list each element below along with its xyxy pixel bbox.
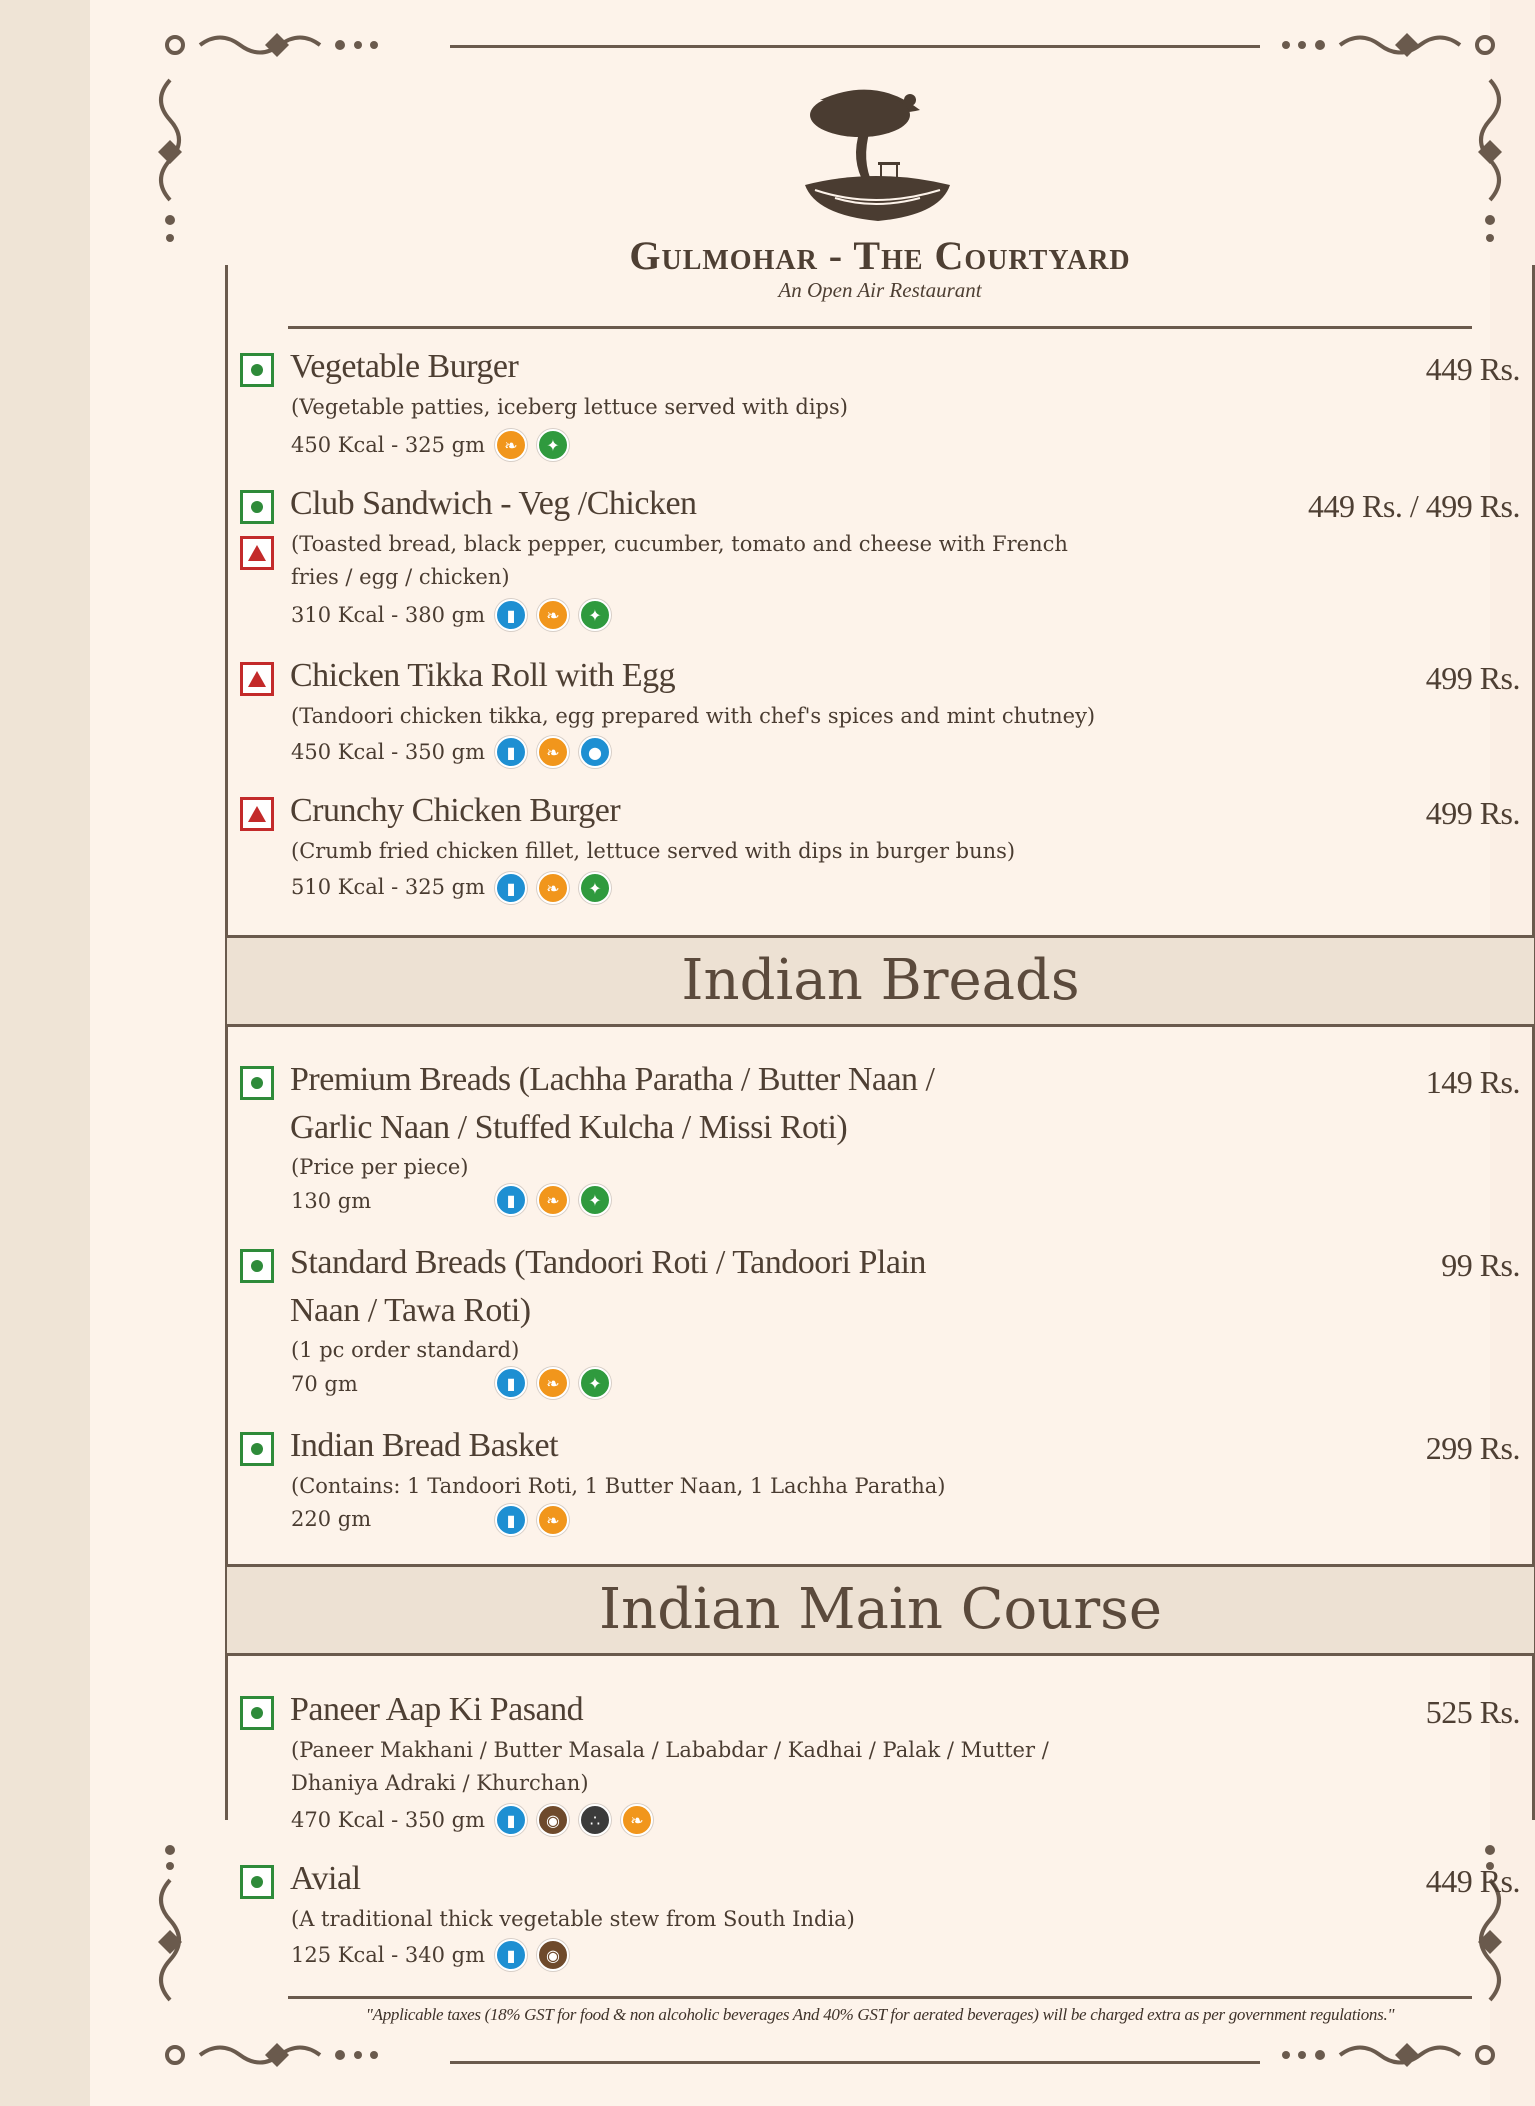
item-name-line-2: Garlic Naan / Stuffed Kulcha / Missi Roti) bbox=[290, 1109, 848, 1146]
corner-ornament-top-left-icon bbox=[130, 20, 430, 260]
item-nutrition: 125 Kcal - 340 gm bbox=[291, 1943, 486, 1967]
frame-bottom-line bbox=[450, 2061, 1260, 2064]
item-name: Vegetable Burger bbox=[290, 348, 519, 385]
item-name-line-1: Standard Breads (Tandoori Roti / Tandoori Plain bbox=[290, 1244, 926, 1281]
menu-item bbox=[240, 1239, 1520, 1409]
item-name: Avial bbox=[290, 1860, 361, 1897]
item-description: (Vegetable patties, iceberg lettuce served with dips) bbox=[291, 395, 848, 419]
nut-icon: ◉ bbox=[537, 1939, 569, 1971]
item-price: 449 Rs. / 499 Rs. bbox=[1308, 488, 1520, 524]
item-price: 499 Rs. bbox=[1425, 795, 1520, 831]
veg-mark-icon bbox=[240, 1432, 274, 1466]
veg-mark-icon bbox=[240, 1066, 274, 1100]
mustard-icon: ✦ bbox=[579, 872, 611, 904]
item-name-line-2: Naan / Tawa Roti) bbox=[290, 1292, 531, 1329]
item-nutrition: 450 Kcal - 350 gm bbox=[291, 740, 486, 764]
item-description: (Paneer Makhani / Butter Masala / Lababdar / Kadhai / Palak / Mutter / Dhaniya Adraki / Khurchan) bbox=[291, 1738, 1049, 1795]
veg-mark-icon bbox=[240, 1865, 274, 1899]
veg-mark-icon bbox=[240, 490, 274, 524]
frame-top-line bbox=[450, 45, 1260, 48]
item-nutrition: 310 Kcal - 380 gm bbox=[291, 603, 486, 627]
sesame-icon: ∴ bbox=[579, 1804, 611, 1836]
item-description: (1 pc order standard) bbox=[291, 1338, 520, 1362]
footer-divider bbox=[288, 1996, 1472, 1999]
milk-icon: ▮ bbox=[495, 1184, 527, 1216]
item-nutrition: 220 gm bbox=[291, 1507, 372, 1531]
menu-item bbox=[240, 480, 1520, 640]
nut-icon: ◉ bbox=[537, 1804, 569, 1836]
item-price: 99 Rs. bbox=[1441, 1247, 1520, 1283]
menu-item bbox=[240, 1056, 1520, 1226]
mustard-icon: ✦ bbox=[579, 599, 611, 631]
allergen-icons bbox=[495, 736, 611, 768]
allergen-icons bbox=[495, 1367, 611, 1399]
item-nutrition: 130 gm bbox=[291, 1189, 372, 1213]
allergen-icons bbox=[495, 872, 611, 904]
menu-item bbox=[240, 787, 1520, 907]
restaurant-logo-icon bbox=[790, 80, 960, 230]
item-description: (Toasted bread, black pepper, cucumber, tomato and cheese with French fries / egg / chicken) bbox=[291, 532, 1068, 589]
item-name-line-1: Premium Breads (Lachha Paratha / Butter Naan / bbox=[290, 1061, 935, 1098]
menu-item bbox=[240, 343, 1520, 463]
allergen-icons bbox=[495, 1939, 569, 1971]
restaurant-tagline: An Open Air Restaurant bbox=[778, 278, 982, 302]
left-margin-band bbox=[0, 0, 90, 2106]
item-nutrition: 510 Kcal - 325 gm bbox=[291, 875, 486, 899]
gluten-icon: ❧ bbox=[537, 1504, 569, 1536]
menu-page bbox=[90, 0, 1520, 2106]
item-price: 299 Rs. bbox=[1425, 1430, 1520, 1466]
nonveg-mark-icon bbox=[240, 797, 274, 831]
item-nutrition: 70 gm bbox=[291, 1372, 358, 1396]
veg-mark-icon bbox=[240, 353, 274, 387]
item-name: Chicken Tikka Roll with Egg bbox=[290, 657, 676, 694]
header-divider bbox=[288, 326, 1472, 329]
milk-icon: ▮ bbox=[495, 599, 527, 631]
milk-icon: ▮ bbox=[495, 1367, 527, 1399]
gluten-icon: ❧ bbox=[537, 1184, 569, 1216]
section-title: Indian Breads bbox=[681, 948, 1080, 1013]
section-header-indian-breads bbox=[227, 935, 1534, 1027]
nonveg-mark-icon bbox=[240, 662, 274, 696]
mustard-icon: ✦ bbox=[537, 429, 569, 461]
corner-ornament-top-right-icon bbox=[1230, 20, 1530, 260]
allergen-icons bbox=[495, 1184, 611, 1216]
item-price: 449 Rs. bbox=[1425, 351, 1520, 387]
item-description: (Contains: 1 Tandoori Roti, 1 Butter Naan, 1 Lachha Paratha) bbox=[291, 1474, 946, 1498]
item-name: Crunchy Chicken Burger bbox=[290, 792, 621, 829]
gluten-icon: ❧ bbox=[537, 736, 569, 768]
allergen-icons bbox=[495, 429, 569, 461]
milk-icon: ▮ bbox=[495, 872, 527, 904]
egg-icon: ● bbox=[579, 736, 611, 768]
item-price: 499 Rs. bbox=[1425, 660, 1520, 696]
item-description: (A traditional thick vegetable stew from South India) bbox=[291, 1907, 855, 1931]
milk-icon: ▮ bbox=[495, 1504, 527, 1536]
item-name: Paneer Aap Ki Pasand bbox=[290, 1691, 584, 1728]
allergen-icons bbox=[495, 1504, 569, 1536]
item-name: Indian Bread Basket bbox=[290, 1427, 559, 1464]
milk-icon: ▮ bbox=[495, 736, 527, 768]
veg-mark-icon bbox=[240, 1249, 274, 1283]
milk-icon: ▮ bbox=[495, 1804, 527, 1836]
mustard-icon: ✦ bbox=[579, 1184, 611, 1216]
veg-mark-icon bbox=[240, 1696, 274, 1730]
section-title: Indian Main Course bbox=[599, 1577, 1162, 1642]
tax-footnote: "Applicable taxes (18% GST for food & non alcoholic beverages And 40% GST for aerated beverages) will be charged extra as per government regulations." bbox=[365, 2005, 1395, 2024]
item-description: (Tandoori chicken tikka, egg prepared with chef's spices and mint chutney) bbox=[291, 704, 1096, 728]
allergen-icons bbox=[495, 599, 611, 631]
menu-item bbox=[240, 1855, 1520, 1975]
gluten-icon: ❧ bbox=[495, 429, 527, 461]
item-description: (Price per piece) bbox=[291, 1155, 469, 1179]
menu-item bbox=[240, 1686, 1520, 1846]
item-description: (Crumb fried chicken fillet, lettuce served with dips in burger buns) bbox=[291, 839, 1016, 863]
item-price: 149 Rs. bbox=[1425, 1064, 1520, 1100]
section-header-indian-main-course bbox=[227, 1564, 1534, 1656]
restaurant-name: Gulmohar - The Courtyard bbox=[629, 233, 1131, 278]
menu-item bbox=[240, 652, 1520, 772]
item-nutrition: 470 Kcal - 350 gm bbox=[291, 1808, 486, 1832]
nonveg-mark-icon bbox=[240, 536, 274, 570]
gluten-icon: ❧ bbox=[537, 599, 569, 631]
item-nutrition: 450 Kcal - 325 gm bbox=[291, 433, 486, 457]
gluten-icon: ❧ bbox=[537, 1367, 569, 1399]
item-price: 525 Rs. bbox=[1425, 1694, 1520, 1730]
gluten-icon: ❧ bbox=[621, 1804, 653, 1836]
item-price: 449 Rs. bbox=[1425, 1863, 1520, 1899]
mustard-icon: ✦ bbox=[579, 1367, 611, 1399]
milk-icon: ▮ bbox=[495, 1939, 527, 1971]
gluten-icon: ❧ bbox=[537, 872, 569, 904]
allergen-icons bbox=[495, 1804, 653, 1836]
item-name: Club Sandwich - Veg /Chicken bbox=[290, 485, 697, 522]
menu-item bbox=[240, 1422, 1520, 1542]
